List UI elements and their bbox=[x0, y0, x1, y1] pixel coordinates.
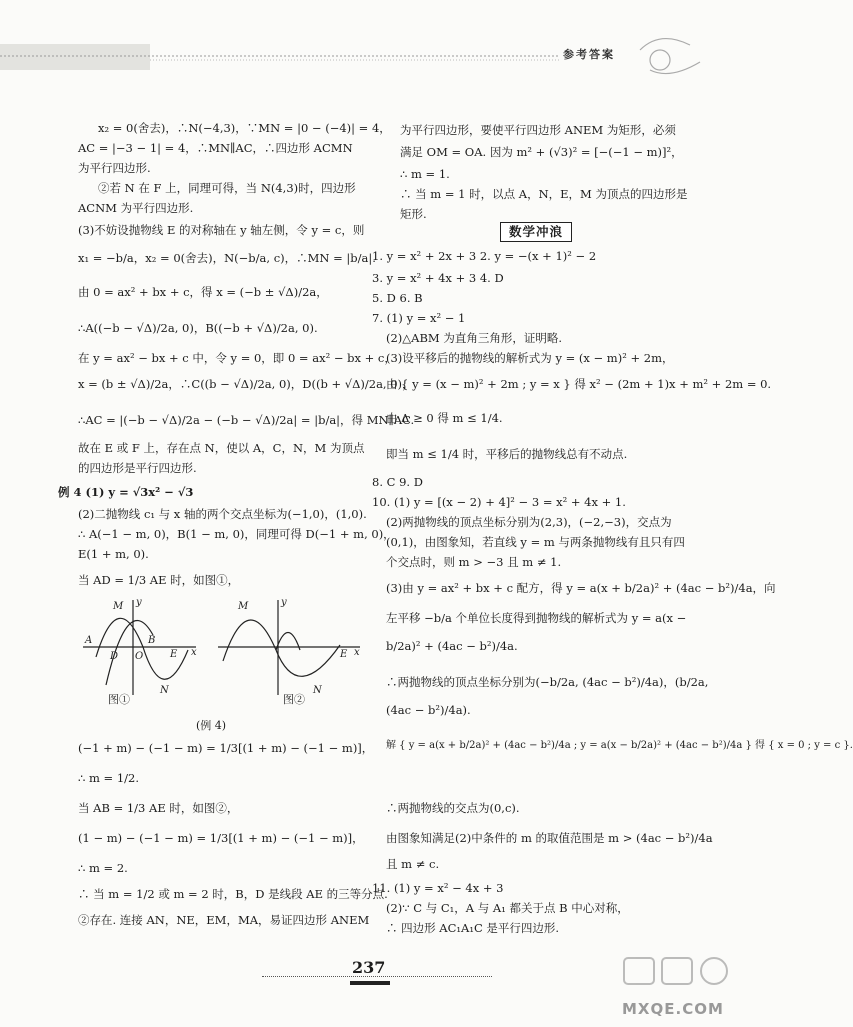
text-line: ∴ m = 1/2. bbox=[78, 771, 139, 785]
parabola-graphs bbox=[78, 595, 363, 705]
page-header bbox=[0, 0, 750, 78]
text-line: ②若 N 在 F 上，同理可得，当 N(4,3)时，四边形 bbox=[98, 181, 356, 195]
label-x-2: x bbox=[354, 647, 360, 658]
text-line: ∴ m = 2. bbox=[78, 861, 128, 875]
answer-line: 且 m ≠ c. bbox=[386, 857, 440, 871]
parabola-curve-2 bbox=[276, 645, 340, 676]
label-y: y bbox=[136, 597, 142, 608]
section-title: 数学冲浪 bbox=[500, 222, 572, 242]
text-line: 为平行四边形，要使平行四边形 ANEM 为矩形，必须 bbox=[400, 123, 676, 137]
watermark-text: MXQE.COM bbox=[622, 1000, 724, 1018]
figure-1-caption: 图① bbox=[108, 693, 130, 706]
text-line: ∴AC = |(−b − √Δ)/2a − (−b − √Δ)/2a| = |b/a|，得 MN∥AC. bbox=[78, 413, 415, 427]
text-line: AC = |−3 − 1| = 4，∴MN∥AC，∴四边形 ACMN bbox=[78, 141, 353, 155]
text-line: 的四边形是平行四边形. bbox=[78, 461, 197, 475]
label-E-2: E bbox=[340, 649, 348, 660]
text-line: 矩形. bbox=[400, 207, 427, 221]
answer-line: 个交点时，则 m > −3 且 m ≠ 1. bbox=[386, 555, 562, 569]
text-line: ∴ 当 m = 1/2 或 m = 2 时，B，D 是线段 AE 的三等分点. bbox=[78, 887, 388, 901]
answer-line: (2)两抛物线的顶点坐标分别为(2,3)，(−2,−3)，交点为 bbox=[386, 515, 672, 529]
answer-line: (4ac − b²)/4a). bbox=[386, 703, 471, 717]
label-E: E bbox=[170, 649, 178, 660]
label-M-2: M bbox=[238, 601, 249, 612]
header-title: 参考答案 bbox=[563, 48, 615, 61]
label-D: D bbox=[110, 651, 119, 662]
answer-line: 由 Δ ≥ 0 得 m ≤ 1/4. bbox=[386, 411, 503, 425]
text-line: 当 AD = 1/3 AE 时，如图①， bbox=[78, 573, 240, 587]
figure-2-caption: 图② bbox=[283, 693, 305, 706]
label-N: N bbox=[160, 685, 169, 696]
answer-line: 由图象知满足(2)中条件的 m 的取值范围是 m > (4ac − b²)/4a bbox=[386, 831, 713, 845]
answer-line: (3)由 y = ax² + bx + c 配方，得 y = a(x + b/2a)² + (4ac − b²)/4a，向 bbox=[386, 581, 776, 595]
text-line: 为平行四边形. bbox=[78, 161, 151, 175]
answer-line: ∴两抛物线的交点为(0,c). bbox=[386, 801, 520, 815]
label-x: x bbox=[191, 647, 197, 658]
answer-line: 解 { y = a(x + b/2a)² + (4ac − b²)/4a ; y = a(x − b/2a)² + (4ac − b²)/4a } 得 { x = 0 ; y = c }. bbox=[386, 740, 853, 751]
text-line: 在 y = ax² − bx + c 中，令 y = 0，即 0 = ax² − bx + c， bbox=[78, 351, 396, 365]
answer-line: ∴ 四边形 AC₁A₁C 是平行四边形. bbox=[386, 921, 560, 935]
text-line: ∴ m = 1. bbox=[400, 167, 450, 181]
text-line: (3)不妨设抛物线 E 的对称轴在 y 轴左侧，令 y = c，则 bbox=[78, 223, 365, 237]
answer-line: 7. (1) y = x² − 1 bbox=[372, 311, 466, 325]
label-N-2: N bbox=[313, 685, 322, 696]
text-line: 当 AB = 1/3 AE 时，如图②， bbox=[78, 801, 239, 815]
answer-line: (2)△ABM 为直角三角形，证明略. bbox=[386, 331, 562, 345]
answer-line: (0,1)，由图象知，若直线 y = m 与两条抛物线有且只有四 bbox=[386, 535, 685, 549]
text-line: (2)二抛物线 c₁ 与 x 轴的两个交点坐标为(−1,0)，(1,0). bbox=[78, 507, 367, 521]
text-line: (1 − m) − (−1 − m) = 1/3[(1 + m) − (−1 − m)]， bbox=[78, 831, 364, 845]
label-M: M bbox=[113, 601, 124, 612]
label-y-2: y bbox=[281, 597, 287, 608]
text-line: ∴ A(−1 − m, 0)，B(1 − m, 0)，同理可得 D(−1 + m, 0)， bbox=[78, 527, 395, 541]
footer-divider bbox=[262, 976, 492, 977]
parabola-curve bbox=[223, 620, 276, 661]
answer-line: 即当 m ≤ 1/4 时，平移后的抛物线总有不动点. bbox=[386, 447, 628, 461]
answer-line: 3. y = x² + 4x + 3 4. D bbox=[372, 271, 504, 285]
text-line: x = (b ± √Δ)/2a，∴C((b − √Δ)/2a, 0)，D((b + √Δ)/2a, 0)， bbox=[78, 377, 414, 391]
text-line: 由 0 = ax² + bx + c，得 x = (−b ± √Δ)/2a， bbox=[78, 285, 328, 299]
text-line: (−1 + m) − (−1 − m) = 1/3[(1 + m) − (−1 − m)]， bbox=[78, 741, 374, 755]
answer-line: 8. C 9. D bbox=[372, 475, 423, 489]
text-line: 故在 E 或 F 上，存在点 N，使以 A，C，N，M 为顶点 bbox=[78, 441, 365, 455]
example-4-figure bbox=[78, 595, 363, 740]
header-ornament bbox=[640, 39, 700, 74]
label-O: O bbox=[135, 651, 144, 662]
label-B: B bbox=[148, 635, 156, 646]
answer-line: b/2a)² + (4ac − b²)/4a. bbox=[386, 639, 518, 653]
example-heading: 例 4 (1) y = √3x² − √3 bbox=[58, 485, 194, 499]
text-line: 满足 OM = OA. 因为 m² + (√3)² = [−(−1 − m)]²， bbox=[400, 145, 683, 159]
answer-line: (3)设平移后的抛物线的解析式为 y = (x − m)² + 2m， bbox=[386, 351, 674, 365]
page-number: 237 bbox=[352, 958, 386, 977]
text-line: x₁ = −b/a，x₂ = 0(舍去)，N(−b/a, c)，∴MN = |b/a|. bbox=[78, 251, 376, 265]
footer-bar bbox=[350, 981, 390, 985]
answer-line: 1. y = x² + 2x + 3 2. y = −(x + 1)² − 2 bbox=[372, 249, 597, 263]
text-line: ∴A((−b − √Δ)/2a, 0)，B((−b + √Δ)/2a, 0). bbox=[78, 321, 318, 335]
text-line: ∴ 当 m = 1 时，以点 A，N，E，M 为顶点的四边形是 bbox=[400, 187, 688, 201]
answer-line: (2)∵ C 与 C₁，A 与 A₁ 都关于点 B 中心对称， bbox=[386, 901, 629, 915]
answer-line: ∴两抛物线的顶点坐标分别为(−b/2a, (4ac − b²)/4a)，(b/2a, bbox=[386, 675, 709, 689]
answer-line: 左平移 −b/a 个单位长度得到抛物线的解析式为 y = a(x − bbox=[386, 611, 687, 625]
answer-line: 11. (1) y = x² − 4x + 3 bbox=[372, 881, 504, 895]
section-title-box bbox=[500, 222, 572, 242]
header-decoration bbox=[0, 0, 750, 78]
text-line: ②存在. 连接 AN，NE，EM，MA，易证四边形 ANEM bbox=[78, 913, 370, 927]
text-line: x₂ = 0(舍去)，∴N(−4,3)，∵MN = |0 − (−4)| = 4， bbox=[98, 121, 391, 135]
answer-line: 5. D 6. B bbox=[372, 291, 423, 305]
text-line: E(1 + m, 0). bbox=[78, 547, 149, 561]
figure-1 bbox=[83, 600, 196, 695]
label-A: A bbox=[85, 635, 93, 646]
figure-2 bbox=[218, 600, 360, 695]
figure-caption: (例 4) bbox=[196, 719, 227, 732]
answer-line: 由 { y = (x − m)² + 2m ; y = x } 得 x² − (2m + 1)x + m² + 2m = 0. bbox=[386, 377, 772, 391]
answer-line: 10. (1) y = [(x − 2) + 4]² − 3 = x² + 4x + 1. bbox=[372, 495, 626, 509]
text-line: ACNM 为平行四边形. bbox=[78, 201, 194, 215]
